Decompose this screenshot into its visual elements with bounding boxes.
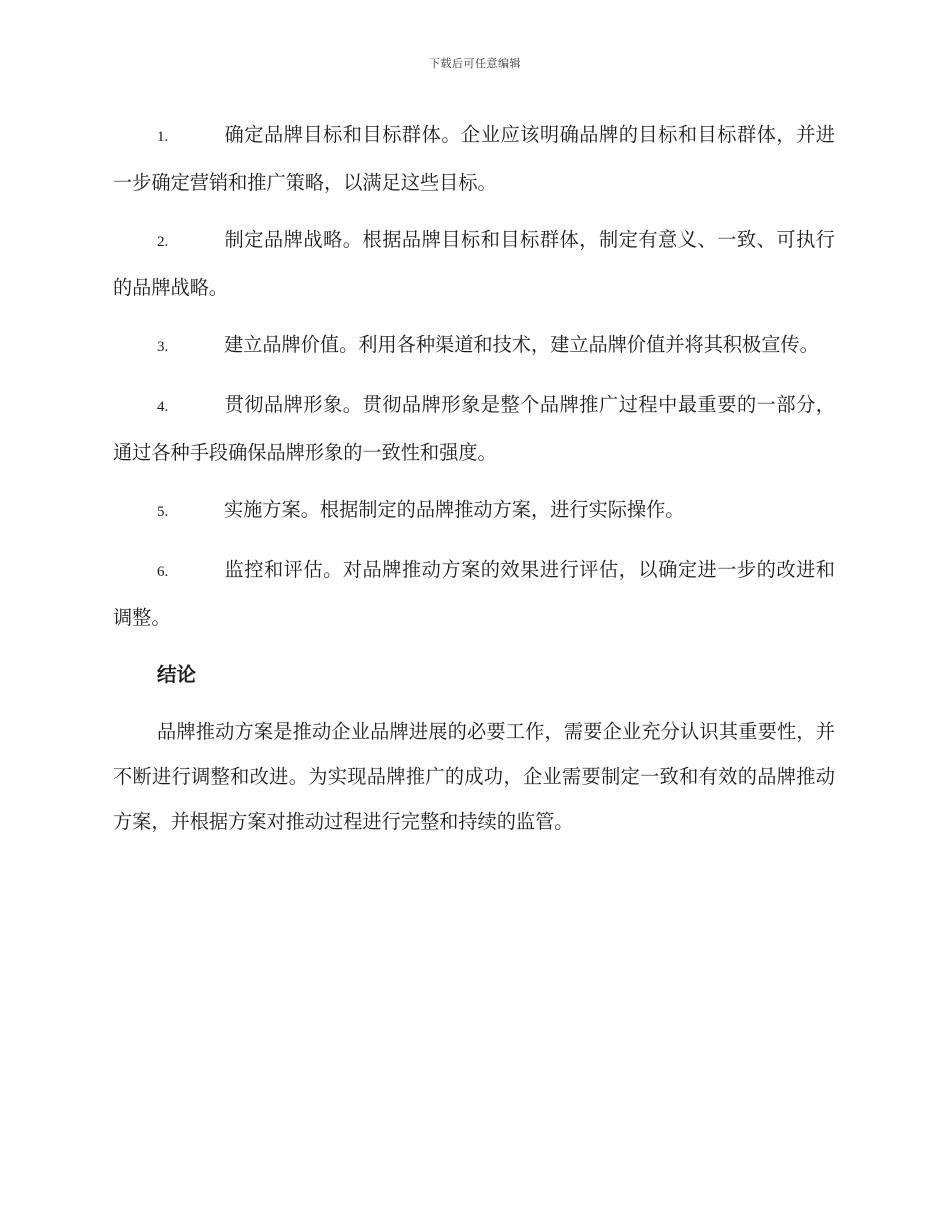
list-number: 4.	[157, 399, 169, 415]
document-body	[113, 112, 835, 844]
conclusion-paragraph: 品牌推动方案是推动企业品牌进展的必要工作，需要企业充分认识其重要性，并不断进行调整和改进。为实现品牌推广的成功，企业需要制定一致和有效的品牌推动方案，并根据方案对推动过程进行完整和持续的监管。	[113, 720, 835, 833]
list-text: 制定品牌战略。根据品牌目标和目标群体，制定有意义、一致、可执行的品牌战略。	[113, 228, 835, 299]
list-number: 6.	[157, 564, 169, 580]
list-text: 实施方案。根据制定的品牌推动方案，进行实际操作。	[224, 498, 685, 521]
page-header: 下载后可任意编辑	[429, 57, 521, 70]
list-item	[113, 382, 835, 475]
list-item	[113, 217, 835, 310]
list-item	[113, 112, 835, 205]
list-number: 3.	[157, 339, 169, 355]
list-item	[113, 322, 835, 370]
list-number: 2.	[157, 234, 169, 250]
list-text: 确定品牌目标和目标群体。企业应该明确品牌的目标和目标群体，并进一步确定营销和推广策略，以满足这些目标。	[113, 123, 835, 194]
list-text: 监控和评估。对品牌推动方案的效果进行评估，以确定进一步的改进和调整。	[113, 558, 835, 629]
conclusion-heading: 结论	[157, 663, 197, 686]
list-number: 1.	[157, 129, 169, 145]
list-item	[113, 487, 835, 535]
list-text: 建立品牌价值。利用各种渠道和技术，建立品牌价值并将其积极宣传。	[224, 333, 819, 356]
list-item	[113, 547, 835, 640]
list-text: 贯彻品牌形象。贯彻品牌形象是整个品牌推广过程中最重要的一部分，通过各种手段确保品牌形象的一致性和强度。	[113, 393, 835, 464]
list-number: 5.	[157, 504, 169, 520]
